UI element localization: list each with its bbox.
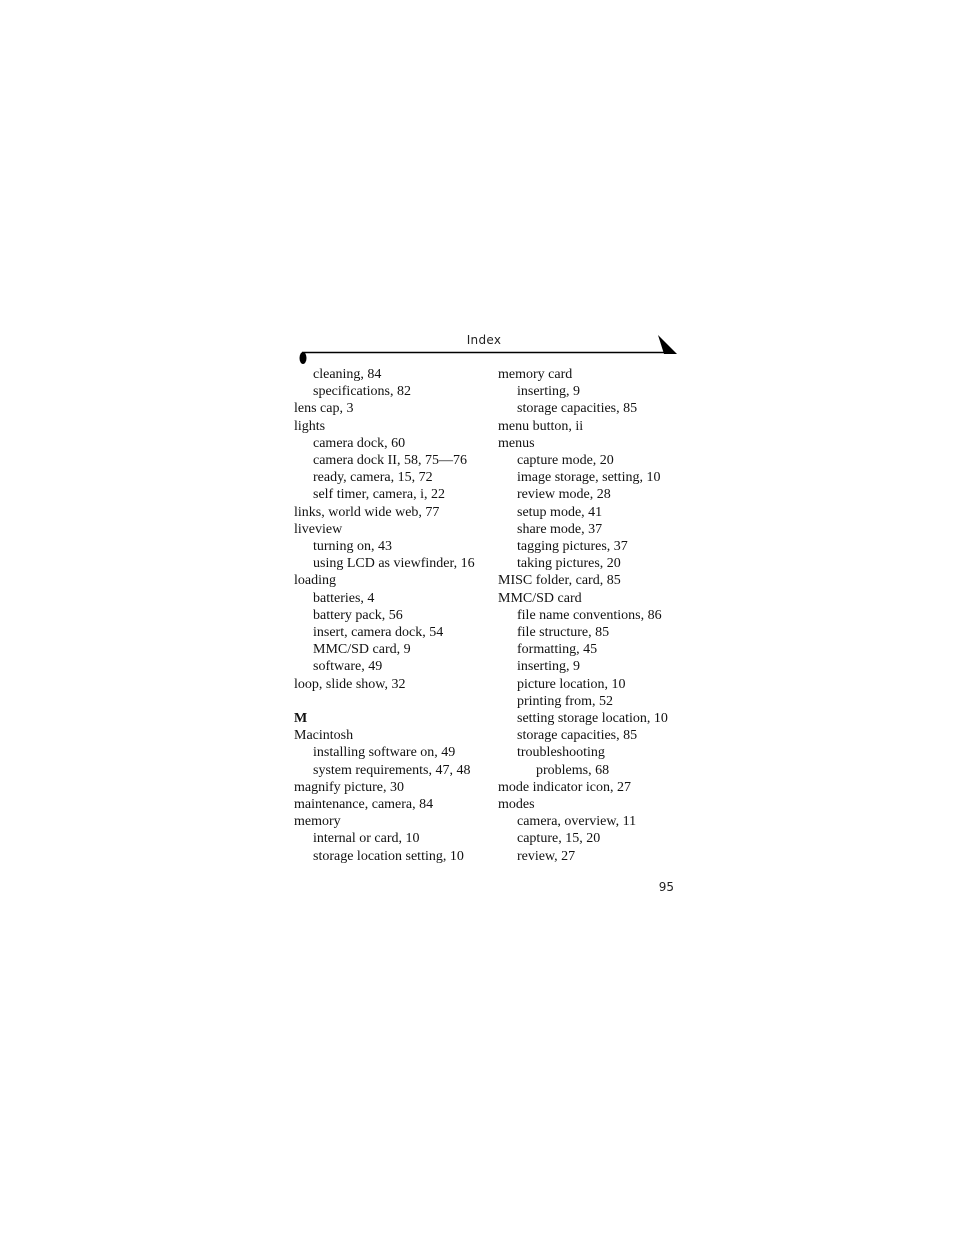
- index-entry: menus: [498, 435, 535, 451]
- index-subentry: self timer, camera, i, 22: [313, 487, 445, 503]
- index-entry: liveview: [294, 521, 343, 537]
- index-subentry: inserting, 9: [517, 384, 580, 400]
- index-subentry: setting storage location, 10: [517, 711, 668, 727]
- index-entry: lens cap, 3: [294, 401, 354, 417]
- index-entry: loading: [294, 573, 336, 589]
- index-entry: loop, slide show, 32: [294, 676, 406, 692]
- index-subentry: using LCD as viewfinder, 16: [313, 556, 475, 572]
- page-number: 95: [658, 880, 674, 894]
- index-subentry: formatting, 45: [517, 642, 598, 658]
- index-entry: MMC/SD card: [498, 590, 582, 606]
- index-subentry: storage capacities, 85: [517, 728, 638, 744]
- index-subentry: problems, 68: [536, 762, 610, 778]
- index-entry: mode indicator icon, 27: [498, 779, 631, 795]
- index-entry: lights: [294, 418, 326, 434]
- index-subentry: printing from, 52: [517, 693, 614, 709]
- index-subentry: internal or card, 10: [313, 831, 420, 847]
- index-subentry: inserting, 9: [517, 659, 580, 675]
- index-column-right: [498, 366, 698, 865]
- index-entry: links, world wide web, 77: [294, 504, 440, 520]
- index-subentry: file structure, 85: [517, 625, 610, 641]
- index-subentry: setup mode, 41: [517, 504, 603, 520]
- index-entry: magnify picture, 30: [294, 779, 405, 795]
- index-subentry: capture mode, 20: [517, 453, 614, 469]
- index-entry: memory card: [498, 367, 573, 382]
- index-subentry: specifications, 82: [313, 384, 411, 400]
- index-subentry: MMC/SD card, 9: [313, 642, 411, 658]
- index-entry: memory: [294, 814, 341, 830]
- index-subentry: image storage, setting, 10: [517, 470, 661, 486]
- index-subentry: camera, overview, 11: [517, 814, 637, 830]
- index-subentry: picture location, 10: [517, 676, 626, 692]
- index-subentry: storage capacities, 85: [517, 401, 638, 417]
- index-subentry: share mode, 37: [517, 521, 603, 537]
- index-subentry: turning on, 43: [313, 539, 392, 555]
- index-subentry: battery pack, 56: [313, 607, 403, 623]
- index-subentry: cleaning, 84: [313, 367, 382, 382]
- header-rule: [296, 333, 678, 367]
- index-subentry: file name conventions, 86: [517, 607, 662, 623]
- index-subentry: camera dock, 60: [313, 435, 406, 451]
- rule-end-arrow-icon: [658, 335, 677, 354]
- index-subentry: troubleshooting: [517, 745, 605, 761]
- index-subentry: batteries, 4: [313, 590, 375, 606]
- index-subentry: taking pictures, 20: [517, 556, 621, 572]
- index-entry: modes: [498, 797, 535, 813]
- index-entry: MISC folder, card, 85: [498, 573, 621, 589]
- index-subentry: system requirements, 47, 48: [313, 762, 471, 778]
- index-entry: Macintosh: [294, 728, 354, 744]
- index-subentry: insert, camera dock, 54: [313, 625, 444, 641]
- index-subentry: installing software on, 49: [313, 745, 456, 761]
- index-column-left: [294, 366, 494, 865]
- index-entry: maintenance, camera, 84: [294, 797, 434, 813]
- index-subentry: review, 27: [517, 848, 576, 864]
- index-subentry: storage location setting, 10: [313, 848, 464, 864]
- index-subentry: review mode, 28: [517, 487, 611, 503]
- index-subentry: capture, 15, 20: [517, 831, 601, 847]
- index-subentry: software, 49: [313, 659, 383, 675]
- index-subentry: tagging pictures, 37: [517, 539, 628, 555]
- index-entry: menu button, ii: [498, 418, 584, 434]
- running-head-title: Index: [466, 333, 502, 347]
- index-subentry: ready, camera, 15, 72: [313, 470, 433, 486]
- index-letter-heading: M: [294, 711, 308, 727]
- index-subentry: camera dock II, 58, 75—76: [313, 453, 467, 469]
- rule-start-dot: [300, 352, 307, 364]
